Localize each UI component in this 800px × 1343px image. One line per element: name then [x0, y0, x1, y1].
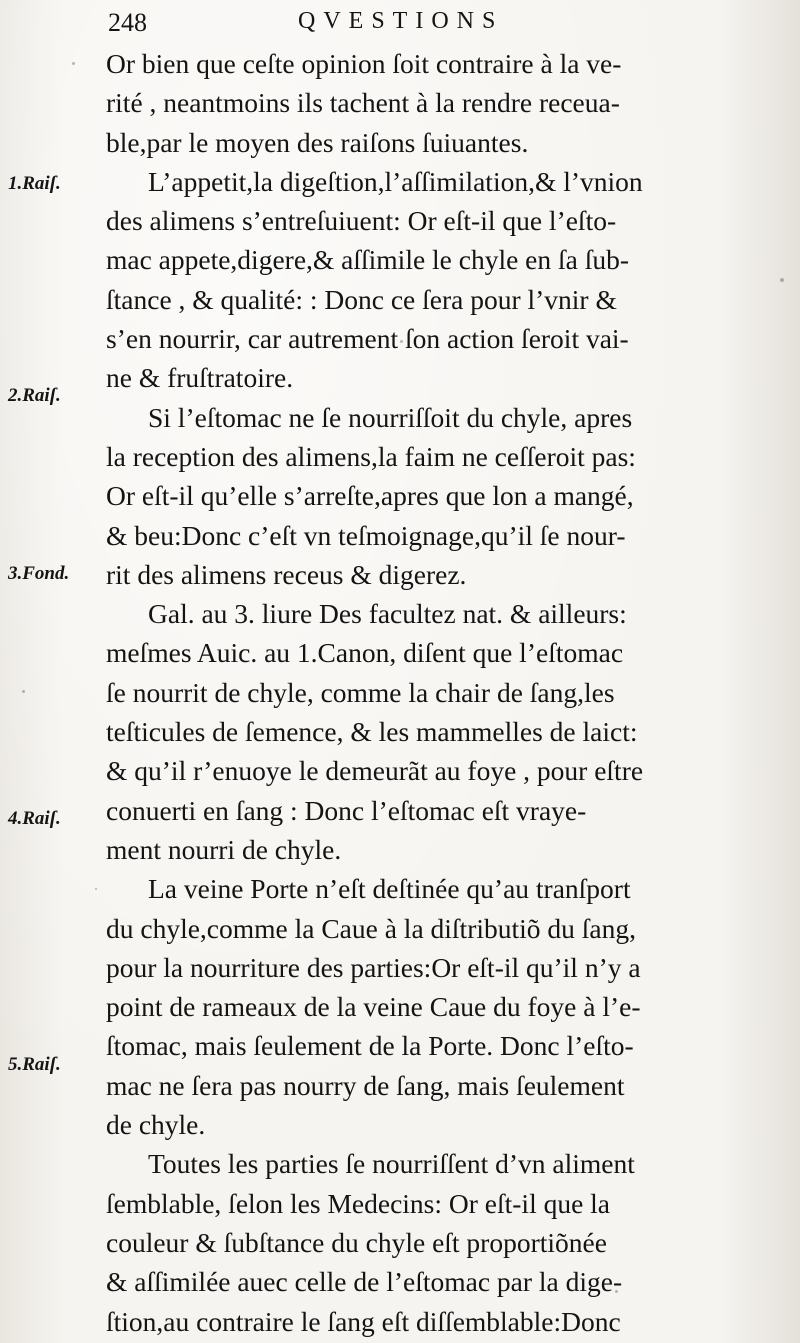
text-line: ne & fruſtratoire. [106, 362, 294, 394]
text-line: Gal. au 3. liure Des facultez nat. & ailleurs: [148, 598, 627, 630]
paragraph-reason-4 [106, 869, 746, 1144]
margin-note: 1.Raiſ. [8, 173, 61, 194]
text-line: ble,par le moyen des raiſons ſuiuantes. [106, 126, 529, 158]
page-header [108, 8, 708, 48]
text-line: La veine Porte n’eſt deſtinée qu’au tranſport [148, 873, 631, 905]
text-line: Toutes les parties ſe nourriſſent d’vn aliment [148, 1148, 635, 1180]
text-line: ſemblable, ſelon les Medecins: Or eſt-il que la [106, 1187, 611, 1219]
page-number: 248 [108, 8, 147, 37]
text-line: couleur & ſubſtance du chyle eſt proportiõnée [106, 1226, 607, 1258]
text-line: L’appetit,la digeſtion,l’aſſimilation,& l’vnion [148, 165, 643, 197]
text-line: & aſſimilée auec celle de l’eſtomac par la dige- [106, 1266, 623, 1298]
margin-notes [0, 0, 100, 1343]
text-line: pour la nourriture des parties:Or eſt-il qu’il n’y a [106, 951, 641, 983]
text-line: mac appete,digere,& aſſimile le chyle en ſa ſub- [106, 244, 630, 276]
text-line: teſticules de ſemence, & les mammelles de laict: [106, 716, 638, 748]
paper-speck [400, 340, 403, 343]
running-head: QVESTIONS [298, 8, 504, 34]
text-line: meſmes Auic. au 1.Canon, diſent que l’eſtomac [106, 637, 624, 669]
paragraph-intro [106, 44, 746, 162]
paper-speck [72, 62, 75, 65]
text-line: & qu’il r’enuoye le demeurãt au foye , pour eſtre [106, 755, 644, 787]
text-line: ment nourri de chyle. [106, 833, 342, 865]
paper-speck [780, 278, 784, 282]
text-line: Si l’eſtomac ne ſe nourriſſoit du chyle, apres [148, 401, 633, 433]
text-line: du chyle,comme la Caue à la diſtributiõ du ſang, [106, 912, 636, 944]
text-line: de chyle. [106, 1109, 206, 1141]
paper-speck [615, 1290, 618, 1293]
text-line: & beu:Donc c’eſt vn teſmoignage,qu’il ſe nour- [106, 519, 626, 551]
text-line: ſtance , & qualité: : Donc ce ſera pour l’vnir & [106, 283, 617, 315]
paper-speck [95, 888, 97, 890]
margin-note: 3.Fond. [8, 563, 70, 584]
text-line: rit des alimens receus & digerez. [106, 558, 467, 590]
margin-note: 2.Raiſ. [8, 385, 61, 406]
text-line: rité , neantmoins ils tachent à la rendre receua- [106, 87, 620, 119]
text-line: ſtion,au contraire le ſang eſt diſſemblable:Donc [106, 1305, 621, 1337]
paragraph-reason-5 [106, 1144, 746, 1340]
text-line: s’en nourrir, car autrement ſon action ſeroit vai- [106, 323, 629, 355]
margin-note: 5.Raiſ. [8, 1054, 61, 1075]
paragraph-reason-2 [106, 398, 746, 594]
text-line: mac ne ſera pas nourry de ſang, mais ſeulement [106, 1069, 625, 1101]
text-line: conuerti en ſang : Donc l’eſtomac eſt vraye- [106, 794, 587, 826]
body-text [106, 44, 746, 1341]
text-line: point de rameaux de la veine Caue du foye à l’e- [106, 991, 641, 1023]
text-line: Or eſt-il qu’elle s’arreſte,apres que lon a mangé, [106, 480, 634, 512]
text-line: ſe nourrit de chyle, comme la chair de ſang,les [106, 676, 615, 708]
paragraph-reason-1 [106, 162, 746, 398]
text-line: ſtomac, mais ſeulement de la Porte. Donc l’eſto- [106, 1030, 634, 1062]
paragraph-foundation-3 [106, 594, 746, 869]
text-line: des alimens s’entreſuiuent: Or eſt-il que l’eſto- [106, 205, 617, 237]
text-line: Or bien que ceſte opinion ſoit contraire à la ve- [106, 48, 622, 79]
margin-note: 4.Raiſ. [8, 808, 61, 829]
text-line: la reception des alimens,la faim ne ceſſeroit pas: [106, 440, 636, 472]
paper-speck [22, 690, 25, 693]
